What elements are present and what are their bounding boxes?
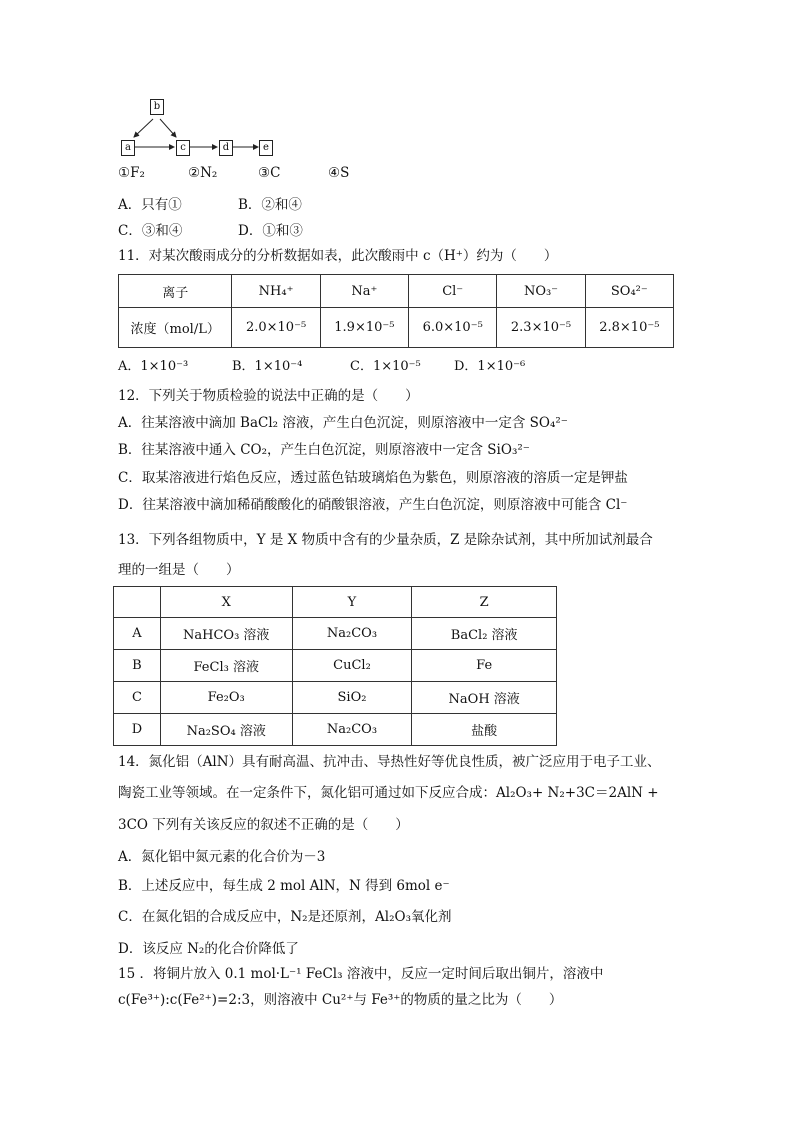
q13-cell: Na₂CO₃ [292,714,412,746]
q15-stem-2: c(Fe³⁺):c(Fe²⁺)=2:3，则溶液中 Cu²⁺与 Fe³⁺的物质的量之比为（ ） [118,992,563,1008]
q11-cell: 1.9×10⁻⁵ [320,308,408,348]
q11-header: Cl⁻ [409,275,497,308]
diagram-options [118,165,398,181]
q13-header: Y [292,587,412,618]
q14-choice-a: A．氮化铝中氮元素的化合价为－3 [118,849,326,865]
q11-stem: 11．对某次酸雨成分的分析数据如表，此次酸雨中 c（H⁺）约为（ ） [118,248,558,264]
option-4: ④S [328,165,350,181]
table-row [114,650,557,682]
q10-choice-b: B．②和④ [238,197,302,213]
q11-header: 离子 [119,275,232,308]
node-d: d [219,140,233,156]
q13-cell: C [114,682,161,714]
q10-choice-c: C．③和④ [118,223,183,239]
q10-choice-a: A．只有① [118,197,182,213]
q11-choices [118,355,558,374]
q10-choice-d: D．①和③ [238,223,303,239]
option-2: ②N₂ [188,165,218,181]
q13-header [114,587,161,618]
table-row [114,618,557,650]
q13-cell: NaOH 溶液 [412,682,557,714]
option-3: ③C [258,165,281,181]
q12-choice-d: D．往某溶液中滴加稀硝酸酸化的硝酸银溶液，产生白色沉淀，则原溶液中可能含 Cl⁻ [118,497,628,513]
q13-cell: 盐酸 [412,714,557,746]
q11-header: NH₄⁺ [232,275,320,308]
conversion-diagram [118,95,288,160]
q15-stem-1: 15 ．将铜片放入 0.1 mol·L⁻¹ FeCl₃ 溶液中，反应一定时间后取出铜片，溶液中 [118,966,604,982]
node-b: b [150,99,164,115]
q11-header: Na⁺ [320,275,408,308]
q11-choice-a: A．1×10⁻³ [118,359,189,374]
q13-stem-1: 13．下列各组物质中，Y 是 X 物质中含有的少量杂质，Z 是除杂试剂，其中所加试剂最合 [118,532,653,548]
q13-cell: A [114,618,161,650]
table-row [114,682,557,714]
q11-choice-c: C．1×10⁻⁵ [350,359,421,374]
q13-cell: FeCl₃ 溶液 [160,650,292,682]
q11-cell: 6.0×10⁻⁵ [409,308,497,348]
q13-cell: SiO₂ [292,682,412,714]
node-a: a [121,140,135,156]
q13-cell: D [114,714,161,746]
q11-table [118,274,674,348]
q13-cell: Na₂SO₄ 溶液 [160,714,292,746]
q10-choices-row1 [118,193,358,213]
q13-cell: B [114,650,161,682]
q11-cell: 2.3×10⁻⁵ [497,308,585,348]
node-c: c [176,140,190,156]
q10-choices-row2 [118,219,358,239]
q13-cell: Fe [412,650,557,682]
q11-cell: 2.0×10⁻⁵ [232,308,320,348]
option-1: ①F₂ [118,165,145,181]
q14-choice-c: C．在氮化铝的合成反应中，N₂是还原剂，Al₂O₃氧化剂 [118,909,452,925]
q13-cell: NaHCO₃ 溶液 [160,618,292,650]
q13-table [113,586,557,746]
q11-row-label: 浓度（mol/L） [119,308,232,348]
q13-cell: BaCl₂ 溶液 [412,618,557,650]
q13-cell: Fe₂O₃ [160,682,292,714]
q13-cell: Na₂CO₃ [292,618,412,650]
q12-choice-a: A．往某溶液中滴加 BaCl₂ 溶液，产生白色沉淀，则原溶液中一定含 SO₄²⁻ [118,415,568,431]
q14-choice-b: B．上述反应中，每生成 2 mol AlN，N 得到 6mol e⁻ [118,878,450,894]
q11-choice-d: D．1×10⁻⁶ [454,359,526,374]
q12-choice-c: C．取某溶液进行焰色反应，透过蓝色钴玻璃焰色为紫色，则原溶液的溶质一定是钾盐 [118,470,628,486]
q13-stem-2: 理的一组是（ ） [118,562,240,578]
q13-header: Z [412,587,557,618]
q14-choice-d: D．该反应 N₂的化合价降低了 [118,941,299,957]
q14-stem-2: 陶瓷工业等领域。在一定条件下，氮化铝可通过如下反应合成：Al₂O₃+ N₂+3C＝2AlN + [118,785,659,801]
q11-choice-b: B．1×10⁻⁴ [232,359,303,374]
q14-stem-3: 3CO 下列有关该反应的叙述不正确的是（ ） [118,817,409,833]
node-e: e [259,140,273,156]
q11-header: NO₃⁻ [497,275,585,308]
table-row [114,714,557,746]
q11-cell: 2.8×10⁻⁵ [585,308,673,348]
q12-choice-b: B．往某溶液中通入 CO₂，产生白色沉淀，则原溶液中一定含 SiO₃²⁻ [118,442,530,458]
q13-header: X [160,587,292,618]
q12-stem: 12．下列关于物质检验的说法中正确的是（ ） [118,388,419,404]
q14-stem-1: 14．氮化铝（AlN）具有耐高温、抗冲击、导热性好等优良性质，被广泛应用于电子工业、 [118,754,661,770]
q11-header: SO₄²⁻ [585,275,673,308]
q13-cell: CuCl₂ [292,650,412,682]
